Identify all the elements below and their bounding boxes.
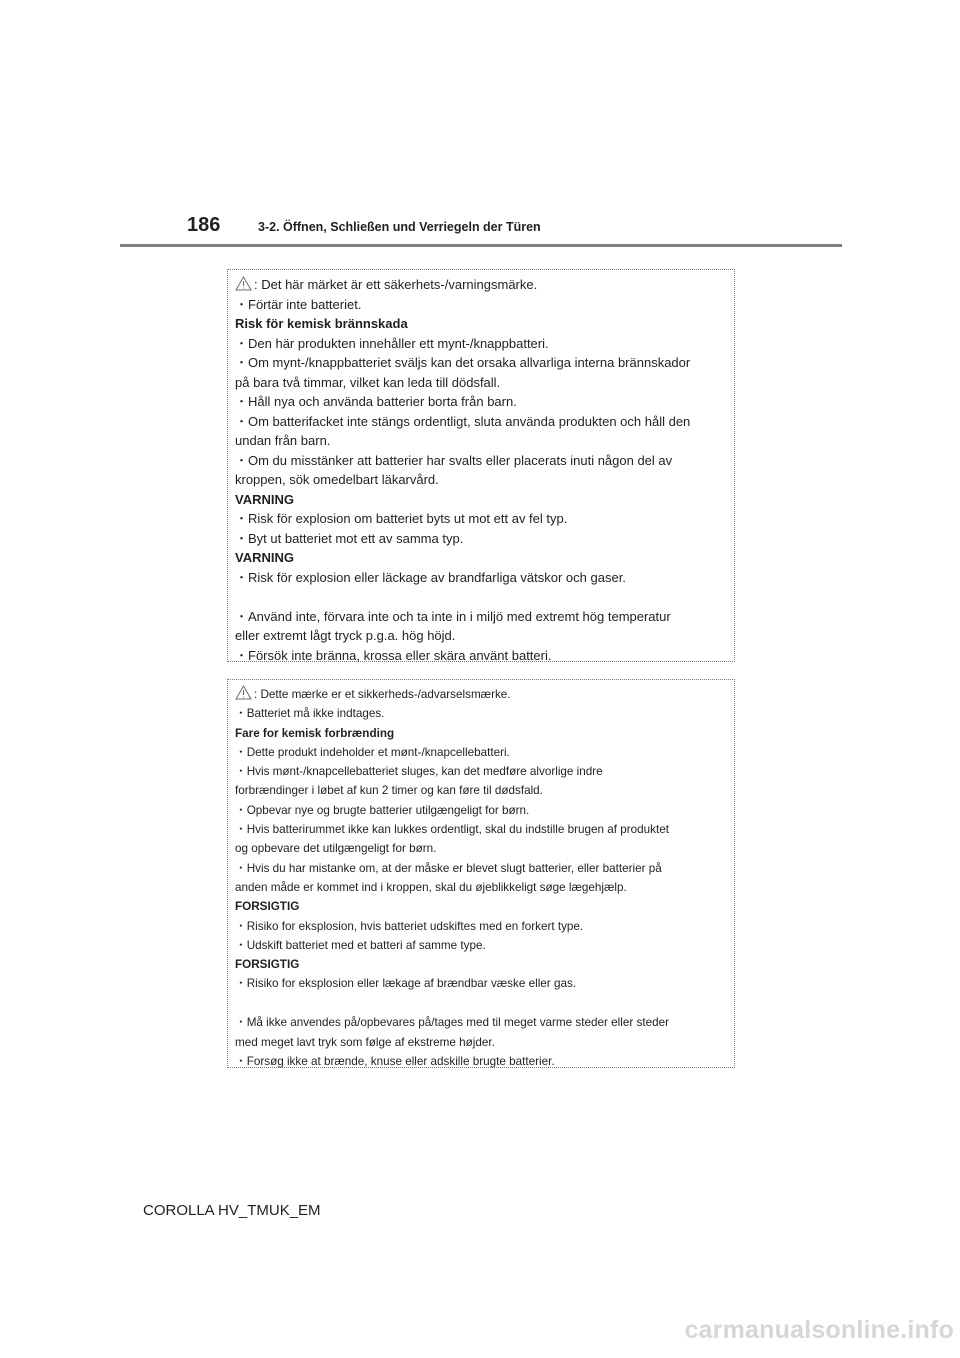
notice-line-text: eller extremt lågt tryck p.g.a. hög höjd. <box>235 628 456 643</box>
notice-line <box>235 431 728 451</box>
notice-line-text: ・Om batterifacket inte stängs ordentligt, sluta använda produkten och håll den <box>235 413 691 429</box>
notice-line <box>235 1033 728 1052</box>
notice-line <box>235 275 728 295</box>
notice-line-text: ・Hvis mønt-/knapcellebatteriet sluges, kan det medføre alvorlige indre <box>235 765 603 779</box>
notice-line-text: anden måde er kommet ind i kroppen, skal du øjeblikkeligt søge lægehjælp. <box>235 880 627 894</box>
notice-line <box>235 974 728 993</box>
notice-line <box>235 509 728 529</box>
notice-line-text: ・Opbevar nye og brugte batterier utilgængeligt for børn. <box>235 803 530 817</box>
notice-line <box>235 897 728 916</box>
notice-line-text: og opbevare det utilgængeligt for børn. <box>235 842 437 856</box>
notice-line <box>235 470 728 490</box>
notice-line-text: : Det här märket är ett säkerhets-/varningsmärke. <box>254 277 538 292</box>
notice-line-text: FORSIGTIG <box>235 958 300 972</box>
notice-line-text: ・Byt ut batteriet mot ett av samma typ. <box>235 530 464 546</box>
section-title: 3-2. Öffnen, Schließen und Verriegeln der Türen <box>258 220 541 234</box>
notice-line-text: ・Hvis du har mistanke om, at der måske er blevet slugt batterier, eller batterier på <box>235 861 662 875</box>
notice-line-text: ・Risk för explosion eller läckage av brandfarliga vätskor och gaser. <box>235 569 626 585</box>
notice-line-text: ・Förtär inte batteriet. <box>235 296 362 312</box>
notice-line <box>235 334 728 354</box>
notice-line <box>235 936 728 955</box>
notice-line <box>235 820 728 839</box>
notice-line <box>235 801 728 820</box>
notice-line <box>235 839 728 858</box>
notice-line-text: ・Forsøg ikke at brænde, knuse eller adskille brugte batterier. <box>235 1054 555 1068</box>
notice-line-text: ・Må ikke anvendes på/opbevares på/tages med til meget varme steder eller steder <box>235 1016 669 1030</box>
notice-line <box>235 917 728 936</box>
notice-line <box>235 1013 728 1032</box>
notice-line <box>235 762 728 781</box>
notice-line <box>235 490 728 510</box>
notice-line-text: ・Använd inte, förvara inte och ta inte in i miljö med extremt hög temperatur <box>235 608 671 624</box>
notice-line <box>235 1052 728 1071</box>
notice-line-text: VARNING <box>235 550 294 565</box>
swedish-warning-notice <box>227 269 735 662</box>
notice-line-text: ・Dette produkt indeholder et mønt-/knapcellebatteri. <box>235 745 510 759</box>
notice-line <box>235 295 728 315</box>
notice-line-text: VARNING <box>235 491 294 507</box>
notice-line <box>235 724 728 743</box>
notice-line-text: forbrændinger i løbet af kun 2 timer og kan føre til dødsfald. <box>235 784 543 798</box>
notice-line <box>235 548 728 568</box>
notice-line-text: ・Håll nya och använda batterier borta från barn. <box>235 394 517 409</box>
notice-line <box>235 955 728 974</box>
watermark: carmanualsonline.info <box>684 1316 954 1344</box>
notice-line-text: ・Den här produkten innehåller ett mynt-/knappbatteri. <box>235 335 549 351</box>
notice-line <box>235 994 728 1014</box>
header-rule <box>120 244 842 247</box>
notice-line <box>235 412 728 432</box>
danish-warning-notice <box>227 679 735 1068</box>
notice-line <box>235 314 728 334</box>
notice-line <box>235 878 728 897</box>
notice-line <box>235 685 728 704</box>
notice-line <box>235 529 728 549</box>
notice-line <box>235 704 728 723</box>
notice-line-text: ・Försök inte bränna, krossa eller skära använt batteri. <box>235 647 552 663</box>
notice-line <box>235 626 728 646</box>
notice-line-text: FORSIGTIG <box>235 900 300 914</box>
notice-line <box>235 451 728 471</box>
notice-line-text: ・Udskift batteriet med et batteri af samme type. <box>235 938 486 952</box>
notice-line-text: ・Risiko for eksplosion eller lækage af brændbar væske eller gas. <box>235 977 577 991</box>
footer-model: COROLLA HV_TMUK_EM <box>143 1202 321 1219</box>
notice-line-text: ・Om du misstänker att batterier har svalts eller placerats inuti någon del av <box>235 452 673 468</box>
notice-line <box>235 353 728 373</box>
notice-line-text: med meget lavt tryk som følge af ekstreme højder. <box>235 1035 495 1049</box>
notice-line <box>235 781 728 800</box>
notice-line-text: Risk för kemisk brännskada <box>235 316 408 331</box>
warning-triangle-icon <box>235 685 252 700</box>
notice-line-text: ・Risk för explosion om batteriet byts ut mot ett av fel typ. <box>235 511 568 526</box>
notice-line <box>235 392 728 412</box>
notice-line-text: på bara två timmar, vilket kan leda till dödsfall. <box>235 374 501 390</box>
notice-line <box>235 568 728 588</box>
notice-line-text: ・Batteriet må ikke indtages. <box>235 707 385 721</box>
notice-line <box>235 859 728 878</box>
notice-line <box>235 587 728 607</box>
notice-line <box>235 646 728 666</box>
notice-line-text: kroppen, sök omedelbart läkarvård. <box>235 472 439 487</box>
notice-line-text: ・Hvis batterirummet ikke kan lukkes ordentligt, skal du indstille brugen af produktet <box>235 823 669 837</box>
page-number: 186 <box>187 214 221 236</box>
notice-line-text: ・Om mynt-/knappbatteriet sväljs kan det orsaka allvarliga interna brännskador <box>235 355 691 370</box>
warning-triangle-icon <box>235 276 252 291</box>
notice-line <box>235 373 728 393</box>
notice-line-text: ・Risiko for eksplosion, hvis batteriet udskiftes med en forkert type. <box>235 919 584 933</box>
notice-line-text: undan från barn. <box>235 433 331 448</box>
notice-line <box>235 743 728 762</box>
notice-line <box>235 607 728 627</box>
notice-line-text: : Dette mærke er et sikkerheds-/advarselsmærke. <box>254 688 511 701</box>
notice-line-text: Fare for kemisk forbrænding <box>235 726 395 740</box>
